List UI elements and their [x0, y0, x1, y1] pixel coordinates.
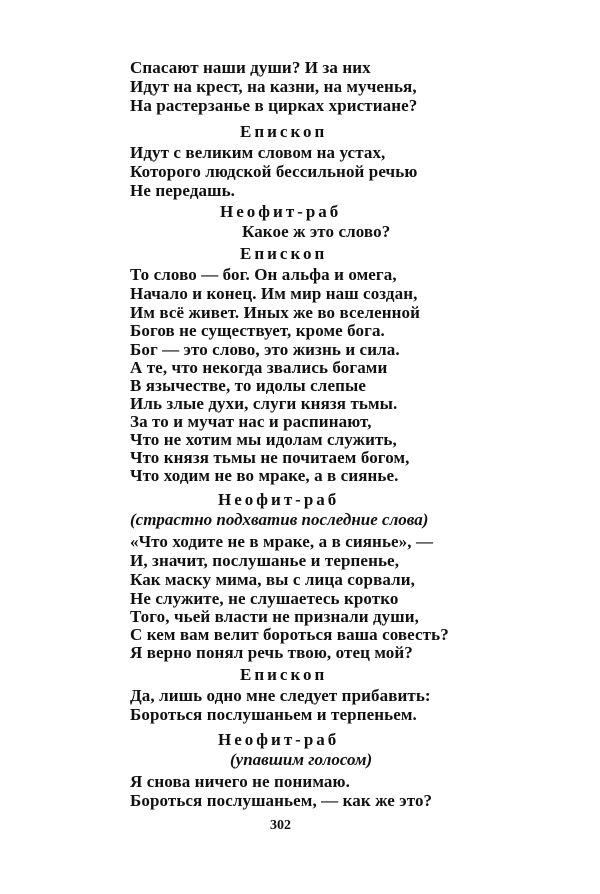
verse-line: С кем вам велит бороться ваша совесть?	[130, 625, 449, 644]
verse-line: Идут на крест, на казни, на мученья,	[130, 77, 417, 96]
verse-line: Того, чьей власти не признали души,	[130, 607, 419, 626]
verse-line: Иль злые духи, слуги князя тьмы.	[130, 394, 398, 413]
verse-line: И, значит, послушанье и терпенье,	[130, 551, 400, 570]
verse-line: Что не хотим мы идолам служить,	[130, 430, 397, 449]
verse-line: Спасают наши души? И за них	[130, 58, 371, 77]
verse-line: А те, что некогда звались богами	[130, 358, 388, 377]
verse-line: Идут с великим словом на устах,	[130, 143, 386, 162]
speaker-name: Неофит-раб	[220, 202, 342, 221]
verse-line: Я снова ничего не понимаю.	[130, 772, 350, 791]
verse-line: Не служите, не слушаетесь кротко	[130, 589, 399, 608]
verse-line: Что ходим не во мраке, а в сиянье.	[130, 466, 399, 485]
verse-line: Им всё живет. Иных же во вселенной	[130, 303, 421, 322]
verse-line: Я верно понял речь твою, отец мой?	[130, 643, 413, 662]
verse-line: То слово — бог. Он альфа и омега,	[130, 265, 397, 284]
verse-line: Какое ж это слово?	[242, 222, 391, 241]
verse-line: «Что ходите не в мраке, а в сиянье», —	[130, 532, 434, 551]
speaker-name: Епископ	[240, 122, 328, 141]
speaker-name: Епископ	[240, 665, 328, 684]
verse-line: Богов не существует, кроме бога.	[130, 321, 385, 340]
speaker-name: Неофит-раб	[218, 730, 340, 749]
stage-direction: (страстно подхватив последние слова)	[130, 510, 429, 529]
verse-line: В язычестве, то идолы слепые	[130, 376, 367, 395]
verse-line: Как маску мима, вы с лица сорвали,	[130, 570, 415, 589]
speaker-name: Неофит-раб	[218, 490, 340, 509]
speaker-name: Епископ	[240, 244, 328, 263]
verse-line: Да, лишь одно мне следует прибавить:	[130, 686, 431, 705]
page-number: 302	[270, 818, 291, 833]
verse-line: Которого людской бессильной речью	[130, 162, 418, 181]
verse-line: Начало и конец. Им мир наш создан,	[130, 284, 418, 303]
stage-direction: (упавшим голосом)	[230, 750, 373, 769]
verse-line: Бог — это слово, это жизнь и сила.	[130, 340, 400, 359]
verse-line: На растерзанье в цирках христиане?	[130, 96, 418, 115]
verse-line: Что князя тьмы не почитаем богом,	[130, 448, 410, 467]
verse-line: За то и мучат нас и распинают,	[130, 412, 372, 431]
verse-line: Бороться послушаньем, — как же это?	[130, 791, 433, 810]
verse-line: Не передашь.	[130, 181, 236, 200]
verse-line: Бороться послушаньем и терпеньем.	[130, 705, 417, 724]
